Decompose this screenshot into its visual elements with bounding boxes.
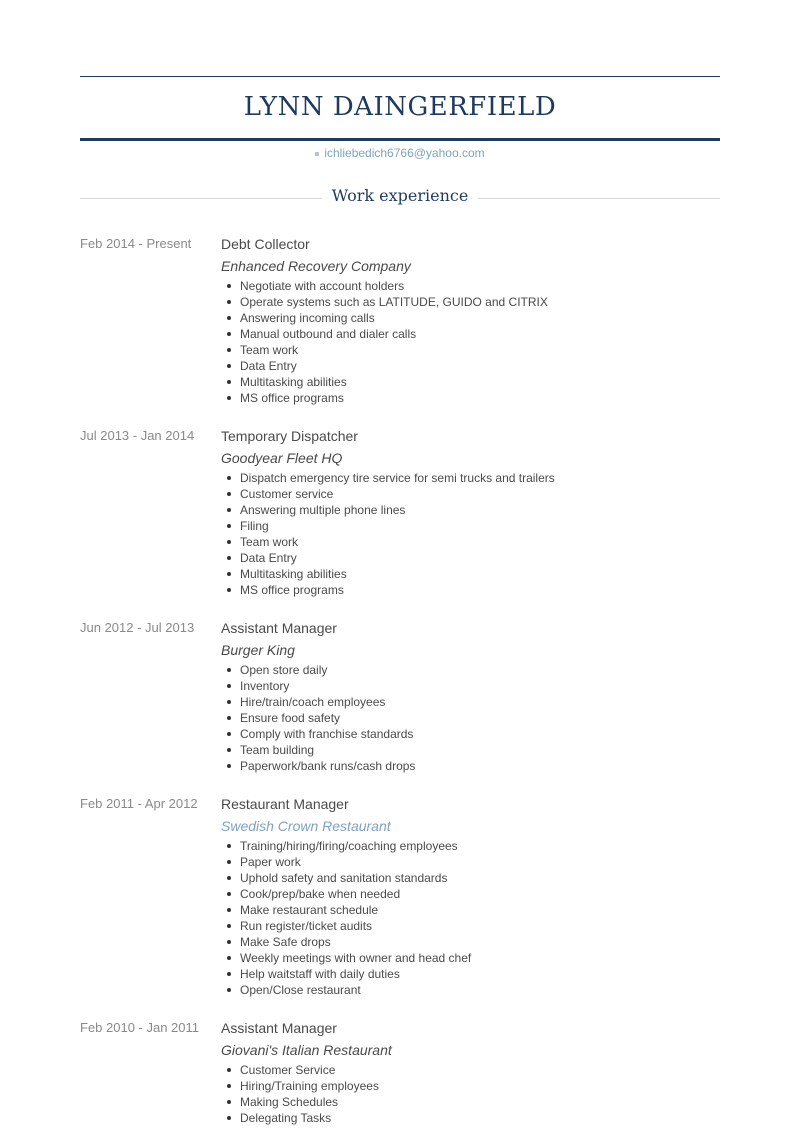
candidate-name: LYNN DAINGERFIELD <box>243 92 557 122</box>
job-duty: Filing <box>221 518 720 534</box>
job-duty: Team work <box>221 534 720 550</box>
job-duty: Comply with franchise standards <box>221 726 720 742</box>
job-duty: Training/hiring/firing/coaching employees <box>221 838 720 854</box>
job-duties <box>221 470 720 598</box>
section-title: Work experience <box>331 186 469 205</box>
job-duty: Answering incoming calls <box>221 310 720 326</box>
job-company: Burger King <box>221 642 295 658</box>
job-duty: Operate systems such as LATITUDE, GUIDO and CITRIX <box>221 294 720 310</box>
job-details <box>221 427 720 598</box>
job-duties <box>221 662 720 774</box>
job-duty: Make restaurant schedule <box>221 902 720 918</box>
job-duties <box>221 838 720 998</box>
job-duty: Dispatch emergency tire service for semi trucks and trailers <box>221 470 720 486</box>
job-title: Assistant Manager <box>221 1020 337 1036</box>
job-details <box>221 235 720 406</box>
header-bottom-rule <box>80 138 720 141</box>
job-duty: Delegating Tasks <box>221 1110 720 1126</box>
work-experience-header <box>80 184 720 208</box>
job-duty: Uphold safety and sanitation standards <box>221 870 720 886</box>
job-duty: Run register/ticket audits <box>221 918 720 934</box>
job-duty: Data Entry <box>221 550 720 566</box>
job-duty: Paperwork/bank runs/cash drops <box>221 758 720 774</box>
job-duty: Customer service <box>221 486 720 502</box>
job-duty: Manual outbound and dialer calls <box>221 326 720 342</box>
job-company: Goodyear Fleet HQ <box>221 450 343 466</box>
job-details <box>221 1019 720 1126</box>
job-duty: Make Safe drops <box>221 934 720 950</box>
job-dates: Jul 2013 - Jan 2014 <box>80 428 195 443</box>
job-details <box>221 619 720 774</box>
contact-line <box>80 145 720 161</box>
job-duty: Weekly meetings with owner and head chef <box>221 950 720 966</box>
job-dates: Feb 2011 - Apr 2012 <box>80 796 198 811</box>
job-duty: Answering multiple phone lines <box>221 502 720 518</box>
job-dates: Feb 2014 - Present <box>80 236 192 251</box>
job-duty: Multitasking abilities <box>221 566 720 582</box>
job-title: Restaurant Manager <box>221 796 349 812</box>
job-duty: MS office programs <box>221 582 720 598</box>
job-details <box>221 795 720 998</box>
job-duty: Inventory <box>221 678 720 694</box>
job-title: Assistant Manager <box>221 620 337 636</box>
job-duty: Team work <box>221 342 720 358</box>
job-duties <box>221 1062 720 1126</box>
job-duty: Hire/train/coach employees <box>221 694 720 710</box>
job-dates: Jun 2012 - Jul 2013 <box>80 620 195 635</box>
job-duty: Paper work <box>221 854 720 870</box>
job-duty: Help waitstaff with daily duties <box>221 966 720 982</box>
header-top-rule <box>80 76 720 77</box>
section-rule-right <box>478 198 720 199</box>
section-rule-left <box>80 198 322 199</box>
job-duty: Open store daily <box>221 662 720 678</box>
job-company: Enhanced Recovery Company <box>221 258 411 274</box>
job-duty: Multitasking abilities <box>221 374 720 390</box>
job-company: Giovani's Italian Restaurant <box>221 1042 392 1058</box>
job-dates: Feb 2010 - Jan 2011 <box>80 1020 200 1035</box>
job-duty: MS office programs <box>221 390 720 406</box>
job-duty: Data Entry <box>221 358 720 374</box>
job-title: Temporary Dispatcher <box>221 428 358 444</box>
email-link[interactable]: ichliebedich6766@yahoo.com <box>324 146 485 160</box>
job-title: Debt Collector <box>221 236 310 252</box>
job-duty: Customer Service <box>221 1062 720 1078</box>
job-duty: Ensure food safety <box>221 710 720 726</box>
job-duty: Negotiate with account holders <box>221 278 720 294</box>
job-duty: Making Schedules <box>221 1094 720 1110</box>
email-icon <box>315 152 319 156</box>
job-duties <box>221 278 720 406</box>
job-company-link[interactable]: Swedish Crown Restaurant <box>221 818 391 834</box>
job-duty: Hiring/Training employees <box>221 1078 720 1094</box>
job-duty: Cook/prep/bake when needed <box>221 886 720 902</box>
job-duty: Team building <box>221 742 720 758</box>
job-duty: Open/Close restaurant <box>221 982 720 998</box>
